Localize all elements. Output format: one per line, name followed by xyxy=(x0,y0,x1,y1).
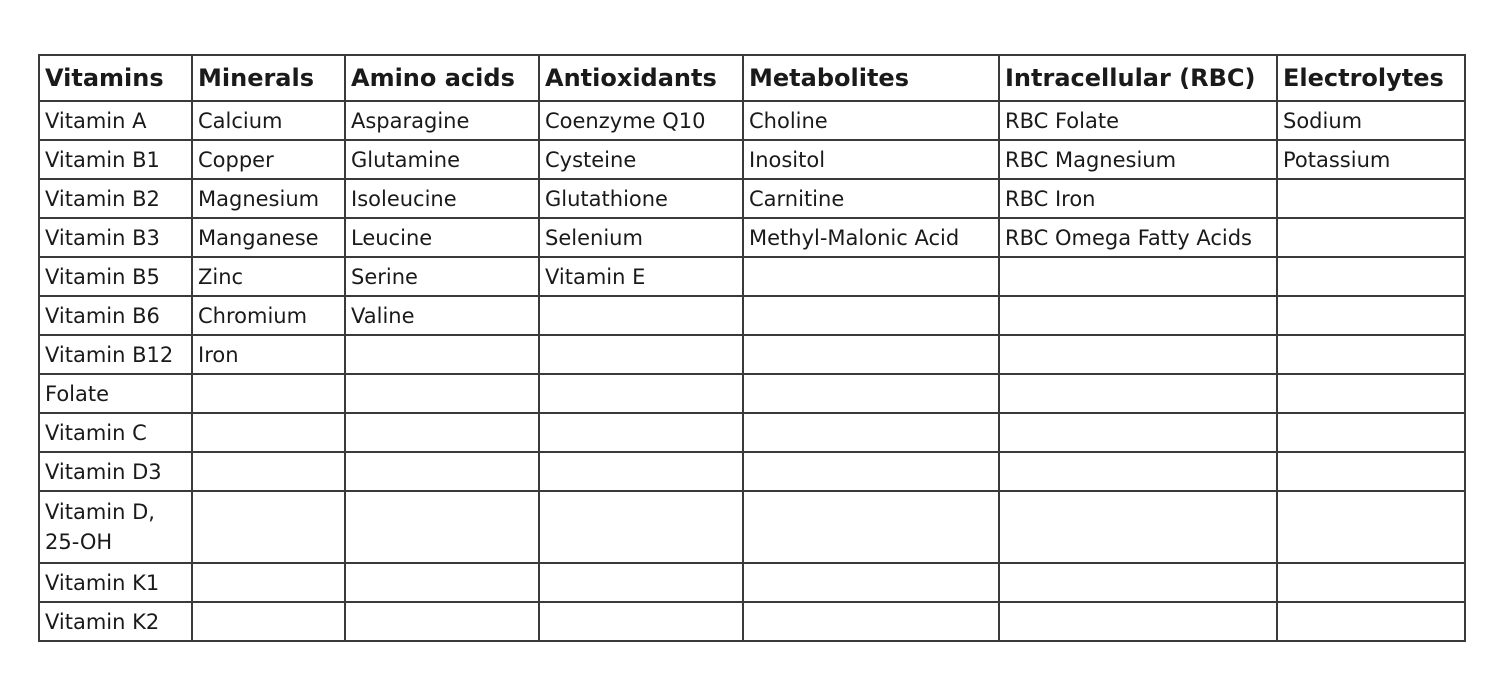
cell-intracellular-rbc xyxy=(999,296,1277,335)
cell-intracellular-rbc xyxy=(999,413,1277,452)
header-vitamins: Vitamins xyxy=(39,55,192,101)
cell-electrolytes xyxy=(1277,452,1465,491)
cell-metabolites xyxy=(743,296,999,335)
header-electrolytes: Electrolytes xyxy=(1277,55,1465,101)
cell-electrolytes xyxy=(1277,218,1465,257)
cell-metabolites: Methyl-Malonic Acid xyxy=(743,218,999,257)
cell-amino-acids xyxy=(345,413,539,452)
cell-metabolites xyxy=(743,335,999,374)
cell-minerals: Copper xyxy=(192,140,345,179)
cell-electrolytes xyxy=(1277,335,1465,374)
cell-amino-acids: Asparagine xyxy=(345,101,539,140)
cell-amino-acids xyxy=(345,491,539,563)
cell-vitamins: Vitamin B1 xyxy=(39,140,192,179)
cell-electrolytes: Sodium xyxy=(1277,101,1465,140)
cell-metabolites: Inositol xyxy=(743,140,999,179)
cell-vitamins: Vitamin B12 xyxy=(39,335,192,374)
cell-amino-acids xyxy=(345,374,539,413)
cell-antioxidants: Glutathione xyxy=(539,179,743,218)
table-row xyxy=(39,491,1465,563)
cell-intracellular-rbc xyxy=(999,491,1277,563)
cell-vitamins: Vitamin B2 xyxy=(39,179,192,218)
cell-minerals: Magnesium xyxy=(192,179,345,218)
cell-metabolites: Carnitine xyxy=(743,179,999,218)
cell-amino-acids xyxy=(345,452,539,491)
table-row xyxy=(39,257,1465,296)
cell-intracellular-rbc xyxy=(999,374,1277,413)
cell-amino-acids: Valine xyxy=(345,296,539,335)
nutrient-table xyxy=(38,54,1466,642)
cell-minerals: Manganese xyxy=(192,218,345,257)
cell-antioxidants xyxy=(539,602,743,641)
cell-metabolites xyxy=(743,413,999,452)
cell-vitamins: Vitamin B3 xyxy=(39,218,192,257)
cell-antioxidants: Coenzyme Q10 xyxy=(539,101,743,140)
cell-amino-acids: Leucine xyxy=(345,218,539,257)
cell-antioxidants: Vitamin E xyxy=(539,257,743,296)
header-row xyxy=(39,55,1465,101)
cell-amino-acids: Serine xyxy=(345,257,539,296)
cell-minerals: Zinc xyxy=(192,257,345,296)
header-amino-acids: Amino acids xyxy=(345,55,539,101)
cell-minerals: Calcium xyxy=(192,101,345,140)
cell-minerals: Chromium xyxy=(192,296,345,335)
table-row xyxy=(39,452,1465,491)
cell-vitamins: Vitamin B6 xyxy=(39,296,192,335)
cell-metabolites: Choline xyxy=(743,101,999,140)
cell-intracellular-rbc xyxy=(999,257,1277,296)
cell-antioxidants xyxy=(539,335,743,374)
cell-amino-acids xyxy=(345,563,539,602)
table-row xyxy=(39,140,1465,179)
cell-antioxidants: Selenium xyxy=(539,218,743,257)
cell-vitamins: Vitamin K1 xyxy=(39,563,192,602)
table-row xyxy=(39,296,1465,335)
table-header xyxy=(39,55,1465,101)
header-metabolites: Metabolites xyxy=(743,55,999,101)
cell-vitamins: Vitamin D3 xyxy=(39,452,192,491)
cell-vitamins: Vitamin B5 xyxy=(39,257,192,296)
cell-metabolites xyxy=(743,452,999,491)
cell-antioxidants xyxy=(539,413,743,452)
cell-antioxidants xyxy=(539,563,743,602)
cell-minerals: Iron xyxy=(192,335,345,374)
cell-amino-acids: Glutamine xyxy=(345,140,539,179)
header-minerals: Minerals xyxy=(192,55,345,101)
cell-electrolytes xyxy=(1277,257,1465,296)
cell-metabolites xyxy=(743,257,999,296)
cell-antioxidants xyxy=(539,296,743,335)
cell-electrolytes xyxy=(1277,179,1465,218)
cell-minerals xyxy=(192,452,345,491)
cell-electrolytes xyxy=(1277,602,1465,641)
cell-vitamins: Vitamin A xyxy=(39,101,192,140)
cell-electrolytes xyxy=(1277,296,1465,335)
table-row xyxy=(39,563,1465,602)
table-body xyxy=(39,101,1465,641)
cell-electrolytes xyxy=(1277,563,1465,602)
cell-intracellular-rbc: RBC Magnesium xyxy=(999,140,1277,179)
header-antioxidants: Antioxidants xyxy=(539,55,743,101)
cell-intracellular-rbc: RBC Omega Fatty Acids xyxy=(999,218,1277,257)
cell-intracellular-rbc: RBC Iron xyxy=(999,179,1277,218)
cell-electrolytes xyxy=(1277,374,1465,413)
cell-minerals xyxy=(192,374,345,413)
cell-amino-acids xyxy=(345,602,539,641)
cell-antioxidants: Cysteine xyxy=(539,140,743,179)
cell-minerals xyxy=(192,413,345,452)
cell-intracellular-rbc xyxy=(999,335,1277,374)
cell-minerals xyxy=(192,563,345,602)
cell-vitamins: Vitamin D, 25-OH xyxy=(39,491,192,563)
cell-amino-acids xyxy=(345,335,539,374)
cell-metabolites xyxy=(743,602,999,641)
table-row xyxy=(39,218,1465,257)
cell-vitamins: Vitamin K2 xyxy=(39,602,192,641)
cell-electrolytes xyxy=(1277,413,1465,452)
table-row xyxy=(39,335,1465,374)
cell-antioxidants xyxy=(539,374,743,413)
cell-metabolites xyxy=(743,491,999,563)
cell-electrolytes: Potassium xyxy=(1277,140,1465,179)
table-row xyxy=(39,413,1465,452)
cell-intracellular-rbc xyxy=(999,602,1277,641)
cell-antioxidants xyxy=(539,452,743,491)
cell-intracellular-rbc xyxy=(999,452,1277,491)
table-row xyxy=(39,374,1465,413)
header-intracellular-rbc: Intracellular (RBC) xyxy=(999,55,1277,101)
cell-vitamins: Vitamin C xyxy=(39,413,192,452)
cell-antioxidants xyxy=(539,491,743,563)
table-row xyxy=(39,179,1465,218)
cell-metabolites xyxy=(743,563,999,602)
table-row xyxy=(39,101,1465,140)
cell-intracellular-rbc: RBC Folate xyxy=(999,101,1277,140)
cell-minerals xyxy=(192,602,345,641)
table-row xyxy=(39,602,1465,641)
cell-vitamins: Folate xyxy=(39,374,192,413)
cell-minerals xyxy=(192,491,345,563)
cell-electrolytes xyxy=(1277,491,1465,563)
cell-amino-acids: Isoleucine xyxy=(345,179,539,218)
cell-intracellular-rbc xyxy=(999,563,1277,602)
cell-metabolites xyxy=(743,374,999,413)
